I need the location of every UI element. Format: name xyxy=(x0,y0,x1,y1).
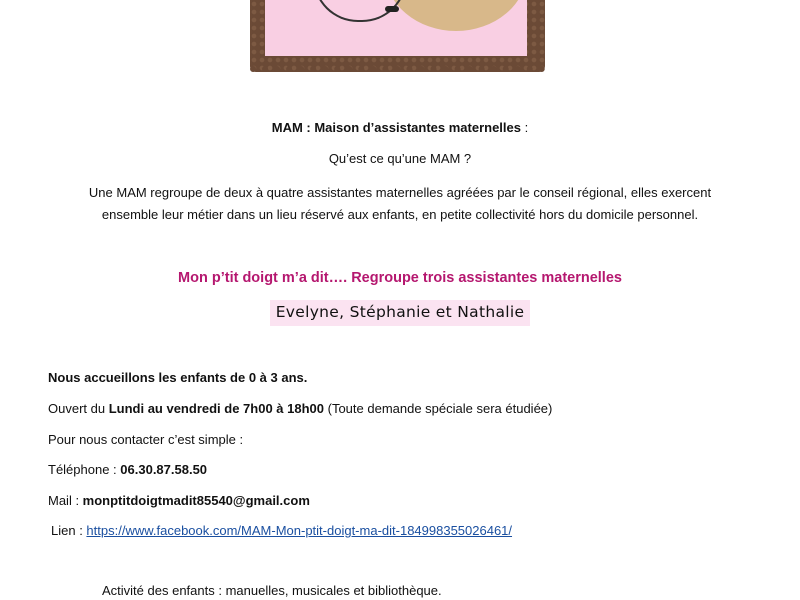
hours-prefix: Ouvert du xyxy=(48,401,109,416)
hours-note: (Toute demande spéciale sera étudiée) xyxy=(324,401,553,416)
facebook-link[interactable]: https://www.facebook.com/MAM-Mon-ptit-doigt-ma-dit-184998355026461/ xyxy=(86,523,513,538)
contact-intro: Pour nous contacter c’est simple : xyxy=(48,432,244,447)
mam-description-line-2: ensemble leur métier dans un lieu réservé aux enfants, en petite collectivité hors du domicile personnel. xyxy=(101,207,699,222)
logo-frame xyxy=(250,0,545,72)
phone-label: Téléphone : xyxy=(48,462,121,477)
mam-description xyxy=(0,182,800,226)
assistant-names: Evelyne, Stéphanie et Nathalie xyxy=(270,300,531,326)
mail-value: monptitdoigtmadit85540@gmail.com xyxy=(82,493,310,508)
mam-title xyxy=(0,120,800,135)
logo-circle-shape xyxy=(385,0,527,31)
welcome-text: Nous accueillons les enfants de 0 à 3 ans. xyxy=(48,370,308,385)
mam-logo-icon xyxy=(265,0,527,56)
hours-days: Lundi au vendredi de 7h00 à 18h00 xyxy=(108,401,324,416)
phone-line xyxy=(48,462,207,477)
group-heading: Mon p’tit doigt m’a dit…. Regroupe trois assistantes maternelles xyxy=(178,270,622,286)
mail-label: Mail : xyxy=(48,493,83,508)
mam-description-line-1: Une MAM regroupe de deux à quatre assistantes maternelles agréées par le conseil régional, elles exercent xyxy=(88,185,712,200)
logo-dot-shape xyxy=(385,6,399,12)
names-wrap xyxy=(0,300,800,326)
mail-line xyxy=(48,493,310,508)
link-line xyxy=(51,523,512,538)
mam-title-colon: : xyxy=(521,120,529,135)
mam-question: Qu’est ce qu’une MAM ? xyxy=(328,151,472,166)
phone-value: 06.30.87.58.50 xyxy=(120,462,208,477)
opening-hours xyxy=(48,401,552,416)
link-label: Lien : xyxy=(51,523,87,538)
activities-text: Activité des enfants : manuelles, musicales et bibliothèque. xyxy=(102,583,442,598)
mam-title-bold: MAM : Maison d’assistantes maternelles xyxy=(271,120,521,135)
